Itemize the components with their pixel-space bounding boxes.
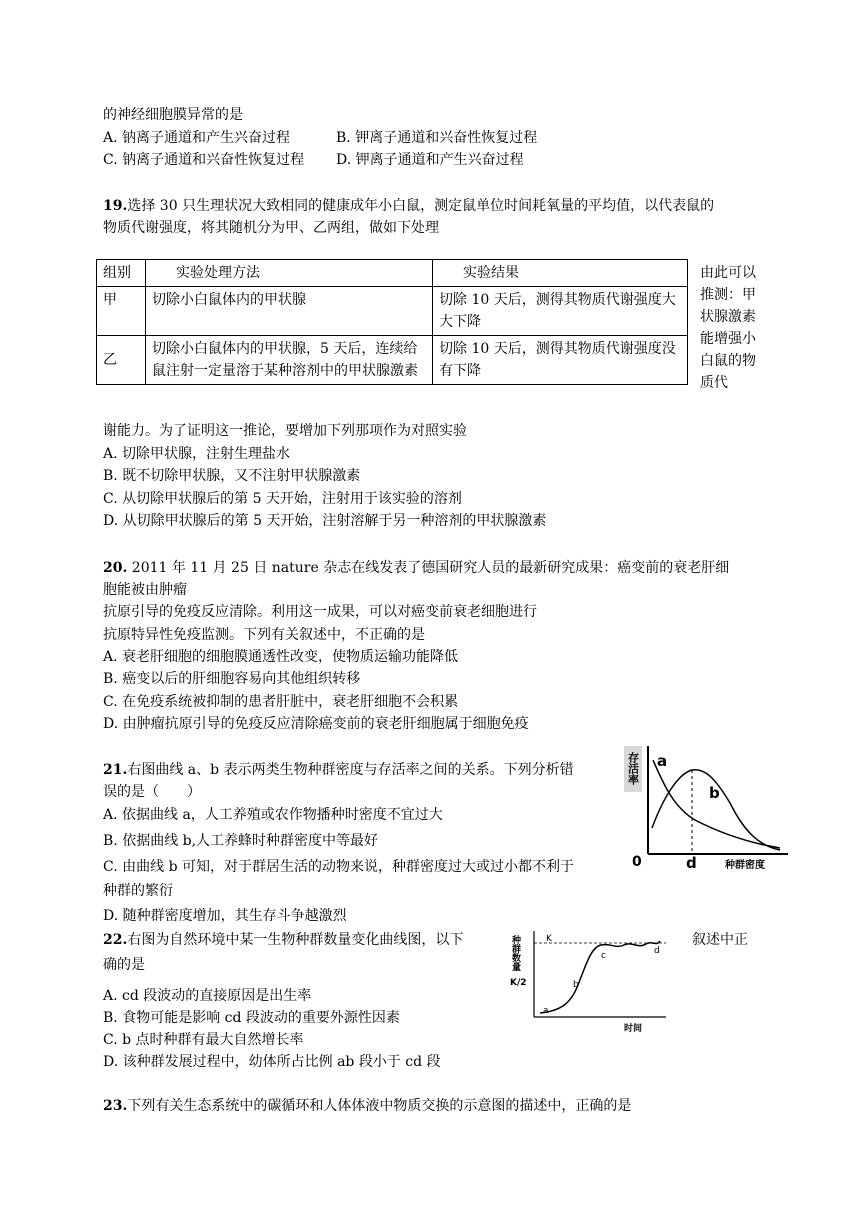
k-label: K xyxy=(546,934,552,944)
q18-option-c: C. 钠离子通道和兴奋性恢复过程 xyxy=(103,152,305,168)
point-a-label: a xyxy=(543,1006,549,1016)
q22-option-a: A. cd 段波动的直接原因是出生率 xyxy=(103,988,312,1004)
q20-stem-text: 2011 年 11 月 25 日 nature 杂志在线发表了德国研究人员的最新研究成果：癌变前的衰老肝细 xyxy=(127,560,730,576)
q21-option-d: D. 随种群密度增加，其生存斗争越激烈 xyxy=(103,908,347,924)
q21-option-c-line1: C. 由曲线 b 可知，对于群居生活的动物来说，种群密度过大或过小都不利于 xyxy=(103,859,574,875)
q22-stem-tail: 叙述中正 xyxy=(692,932,748,948)
q20-number: 20. xyxy=(103,560,128,576)
q22-stem-text: 右图为自然环境中某一生物种群数量变化曲线图，以下 xyxy=(127,932,464,948)
q19-stem-line1 xyxy=(103,196,714,216)
population-growth-chart xyxy=(506,925,676,1037)
k2-label: K/2 xyxy=(510,978,527,988)
q21-number: 21. xyxy=(103,762,128,778)
table-row xyxy=(97,336,688,385)
table-cell-group: 甲 xyxy=(97,287,146,336)
q18-option-d: D. 钾离子通道和产生兴奋过程 xyxy=(336,152,524,168)
q21-option-a: A. 依据曲线 a，人工养殖或农作物播种时密度不宜过大 xyxy=(103,807,443,823)
q19-stem-line2: 物质代谢强度，将其随机分为甲、乙两组，做如下处理 xyxy=(103,220,439,236)
q23-stem xyxy=(103,1096,631,1116)
q19-option-a: A. 切除甲状腺，注射生理盐水 xyxy=(103,446,291,462)
q18-option-a: A. 钠离子通道和产生兴奋过程 xyxy=(103,130,291,146)
q23-stem-text: 下列有关生态系统中的碳循环和人体体液中物质交换的示意图的描述中，正确的是 xyxy=(127,1098,632,1114)
table-header-cell: 实验结果 xyxy=(433,260,688,287)
q20-stem-line4: 抗原特异性免疫监测。下列有关叙述中，不正确的是 xyxy=(103,627,425,643)
table-cell-method: 切除小白鼠体内的甲状腺，5 天后，连续给鼠注射一定量溶于某种溶剂中的甲状腺激素 xyxy=(146,336,433,385)
x-axis-label: 时间 xyxy=(624,1024,643,1034)
table-header-row xyxy=(97,260,688,287)
q21-stem-line1 xyxy=(103,760,574,780)
point-c-label: c xyxy=(601,951,606,961)
experiment-table xyxy=(96,259,688,385)
table-header-cell: 组别 xyxy=(97,260,146,287)
q20-stem-line1 xyxy=(103,558,729,578)
table-cell-group: 乙 xyxy=(97,336,146,385)
q19-option-d: D. 从切除甲状腺后的第 5 天开始，注射溶解于另一种溶剂的甲状腺激素 xyxy=(103,513,547,529)
q22-stem-line1 xyxy=(103,930,463,950)
q19-option-c: C. 从切除甲状腺后的第 5 天开始，注射用于该实验的溶剂 xyxy=(103,491,462,507)
q21-stem-text: 右图曲线 a、b 表示两类生物种群密度与存活率之间的关系。下列分析错 xyxy=(127,762,574,778)
survival-density-chart xyxy=(620,738,790,878)
q19-option-b: B. 既不切除甲状腺，又不注射甲状腺激素 xyxy=(103,468,361,484)
table-cell-method: 切除小白鼠体内的甲状腺 xyxy=(146,287,433,336)
table-header-cell: 实验处理方法 xyxy=(146,260,433,287)
table-row xyxy=(97,287,688,336)
population-curve xyxy=(540,941,660,1013)
curve-b-label: b xyxy=(709,784,720,802)
x-axis-label: 种群密度 xyxy=(725,860,765,871)
q19-side-text: 由此可以推测：甲状腺激素能增强小白鼠的物质代 xyxy=(700,265,756,391)
curve-a-label: a xyxy=(657,752,668,770)
q19-stem-text: 选择 30 只生理状况大致相同的健康成年小白鼠，测定鼠单位时间耗氧量的平均值，以代表鼠的 xyxy=(127,198,715,214)
q20-stem-line2: 胞能被由肿瘤 xyxy=(103,582,187,598)
curve-b xyxy=(652,770,780,850)
q18-option-b: B. 钾离子通道和兴奋性恢复过程 xyxy=(336,130,538,146)
y-axis-label: 种群数量 xyxy=(510,935,520,971)
q21-option-c-line2: 种群的繁衍 xyxy=(103,883,173,899)
table-cell-result: 切除 10 天后，测得其物质代谢强度没有下降 xyxy=(433,336,688,385)
point-b-label: b xyxy=(573,980,579,990)
q20-option-d: D. 由肿瘤抗原引导的免疫反应清除癌变前的衰老肝细胞属于细胞免疫 xyxy=(103,716,529,732)
table-cell-result: 切除 10 天后，测得其物质代谢强度大大下降 xyxy=(433,287,688,336)
q19-stem-continued: 谢能力。为了证明这一推论，要增加下列那项作为对照实验 xyxy=(103,423,467,439)
q18-stem-tail: 的神经细胞膜异常的是 xyxy=(103,107,243,123)
q21-stem-line2: 误的是（ ） xyxy=(103,784,201,800)
q20-option-c: C. 在免疫系统被抑制的患者肝脏中，衰老肝细胞不会积累 xyxy=(103,694,459,710)
q20-option-b: B. 癌变以后的肝细胞容易向其他组织转移 xyxy=(103,671,361,687)
q20-option-a: A. 衰老肝细胞的细胞膜通透性改变，使物质运输功能降低 xyxy=(103,649,459,665)
q22-option-d: D. 该种群发展过程中，幼体所占比例 ab 段小于 cd 段 xyxy=(103,1054,441,1070)
d-label: d xyxy=(686,854,697,872)
origin-label: 0 xyxy=(632,854,642,870)
q22-stem-line2: 确的是 xyxy=(103,957,145,973)
point-d-label: d xyxy=(654,946,660,956)
curve-a xyxy=(653,760,780,848)
q22-option-c: C. b 点时种群有最大自然增长率 xyxy=(103,1032,304,1048)
q21-option-b: B. 依据曲线 b,人工养蜂时种群密度中等最好 xyxy=(103,833,379,849)
q20-stem-line3: 抗原引导的免疫反应清除。利用这一成果，可以对癌变前衰老细胞进行 xyxy=(103,604,537,620)
y-axis-label: 存活率 xyxy=(626,752,640,785)
q22-option-b: B. 食物可能是影响 cd 段波动的重要外源性因素 xyxy=(103,1010,400,1026)
q23-number: 23. xyxy=(103,1098,128,1114)
q22-number: 22. xyxy=(103,932,128,948)
q19-number: 19. xyxy=(103,198,128,214)
